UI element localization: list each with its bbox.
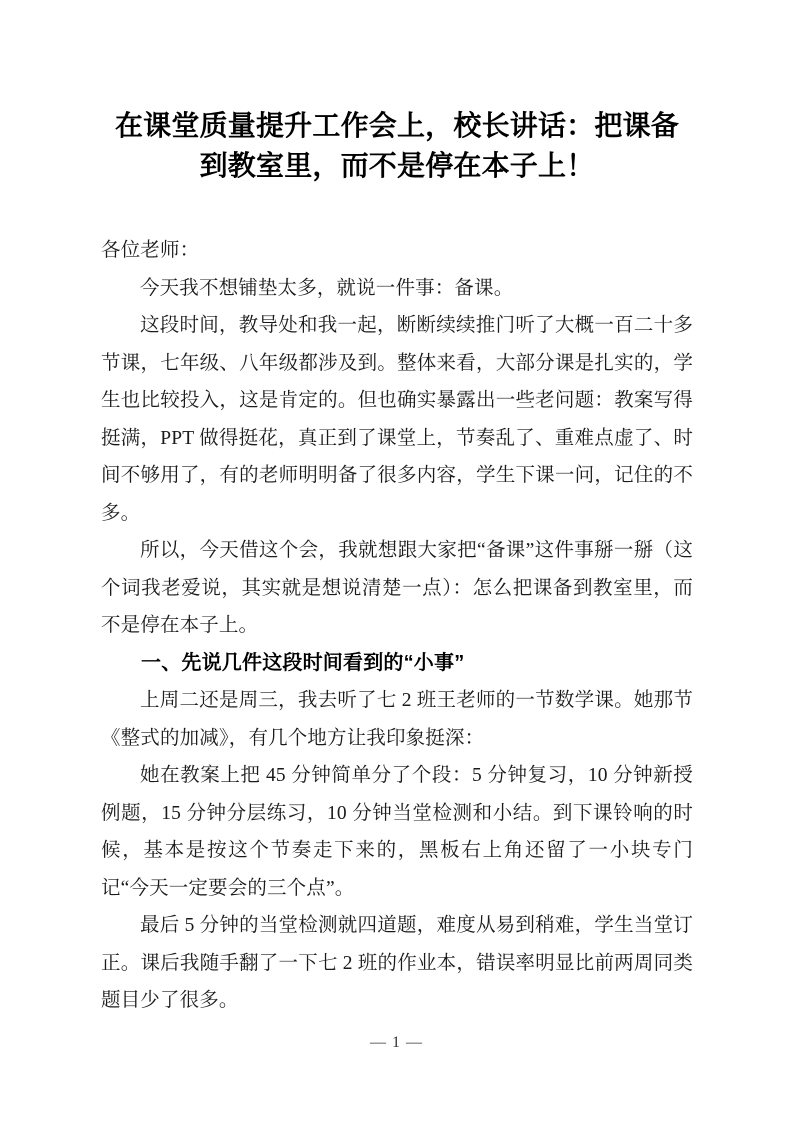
page-number-footer: — 1 —: [370, 1034, 423, 1051]
paragraph: 上周二还是周三，我去听了七 2 班王老师的一节数学课。她那节《整式的加减》，有几个地方让我印象挺深：: [101, 690, 693, 749]
paragraph: 所以，今天借这个会，我就想跟大家把“备课”这件事掰一掰（这个词我老爱说，其实就是想说清楚一点）：怎么把课备到教室里，而不是停在本子上。: [101, 540, 693, 636]
salutation: 各位老师：: [101, 240, 200, 261]
section-heading-1: 一、先说几件这段时间看到的“小事”: [141, 651, 465, 674]
paragraph: 今天我不想铺垫太多，就说一件事：备课。: [140, 277, 514, 299]
paragraph: 最后 5 分钟的当堂检测就四道题，难度从易到稍难，学生当堂订正。课后我随手翻了一下七 2 班的作业本，错误率明显比前两周同类题目少了很多。: [101, 915, 693, 1011]
paragraph: 她在教案上把 45 分钟简单分了个段：5 分钟复习，10 分钟新授例题，15 分钟分层练习，10 分钟当堂检测和小结。到下课铃响的时候，基本是按这个节奏走下来的，黑板右上角还留了一小块专门记“今天一定要会的三个点”。: [101, 765, 693, 899]
page-title: 在课堂质量提升工作会上，校长讲话：把课备到教室里，而不是停在本子上！: [114, 110, 679, 181]
document-content: [101, 0, 693, 1020]
paragraph: 这段时间，教导处和我一起，断断续续推门听了大概一百二十多节课，七年级、八年级都涉及到。整体来看，大部分课是扎实的，学生也比较投入，这是肯定的。但也确实暴露出一些老问题：教案写得挺满，PPT 做得挺花，真正到了课堂上，节奏乱了、重难点虚了、时间不够用了，有的老师明明备了很多内容，学生下课一问，记住的不多。: [101, 315, 693, 524]
